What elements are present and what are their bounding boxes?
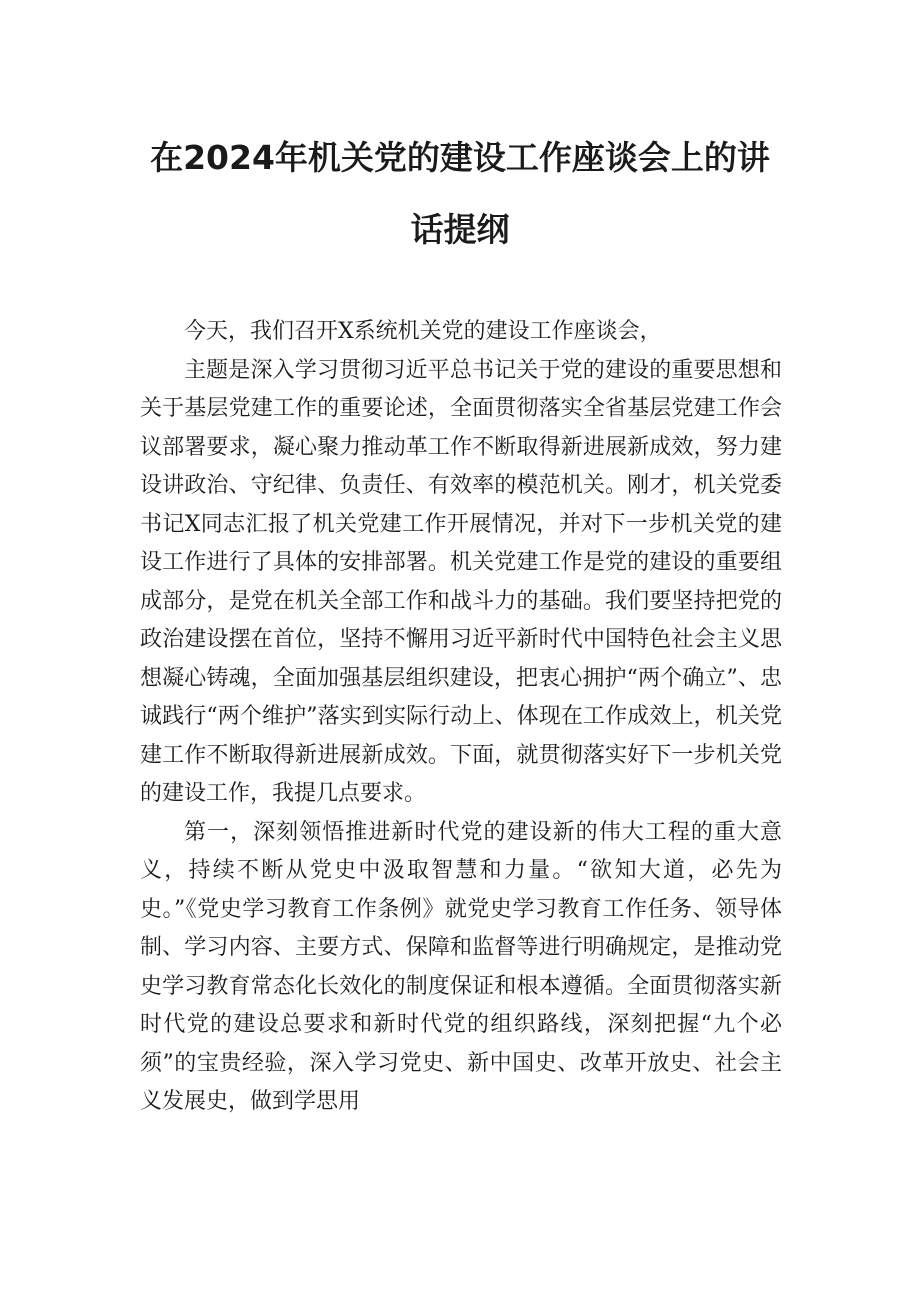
document-title-line-2: 话提纲 [410,210,510,249]
document-body [140,313,782,1122]
paragraph-opening: 今天，我们召开X系统机关党的建设工作座谈会， [184,319,662,344]
document-title-line-1: 在2024年机关党的建设工作座谈会上的讲 [150,138,770,177]
paragraph-first-point: 第一，深刻领悟推进新时代党的建设新的伟大工程的重大意义，持续不断从党史中汲取智慧和力量。“欲知大道，必先为史。”《党史学习教育工作条例》就党史学习教育工作任务、领导体制、学习内容、主要方式、保障和监督等进行明确规定，是推动党史学习教育常态化长效化的制度保证和根本遵循。全面贯彻落实新时代党的建设总要求和新时代党的组织路线，深刻把握“九个必须”的宝贵经验，深入学习党史、新中国史、改革开放史、社会主义发展史，做到学思用 [140,819,782,1114]
paragraph-theme: 主题是深入学习贯彻习近平总书记关于党的建设的重要思想和关于基层党建工作的重要论述，全面贯彻落实全省基层党建工作会议部署要求，凝心聚力推动革工作不断取得新进展新成效，努力建设讲政治、守纪律、负责任、有效率的模范机关。刚才，机关党委书记X同志汇报了机关党建工作开展情况，并对下一步机关党的建设工作进行了具体的安排部署。机关党建工作是党的建设的重要组成部分，是党在机关全部工作和战斗力的基础。我们要坚持把党的政治建设摆在首位，坚持不懈用习近平新时代中国特色社会主义思想凝心铸魂，全面加强基层组织建设，把衷心拥护“两个确立”、忠诚践行“两个维护”落实到实际行动上、体现在工作成效上，机关党建工作不断取得新进展新成效。下面，就贯彻落实好下一步机关党的建设工作，我提几点要求。 [140,357,782,806]
